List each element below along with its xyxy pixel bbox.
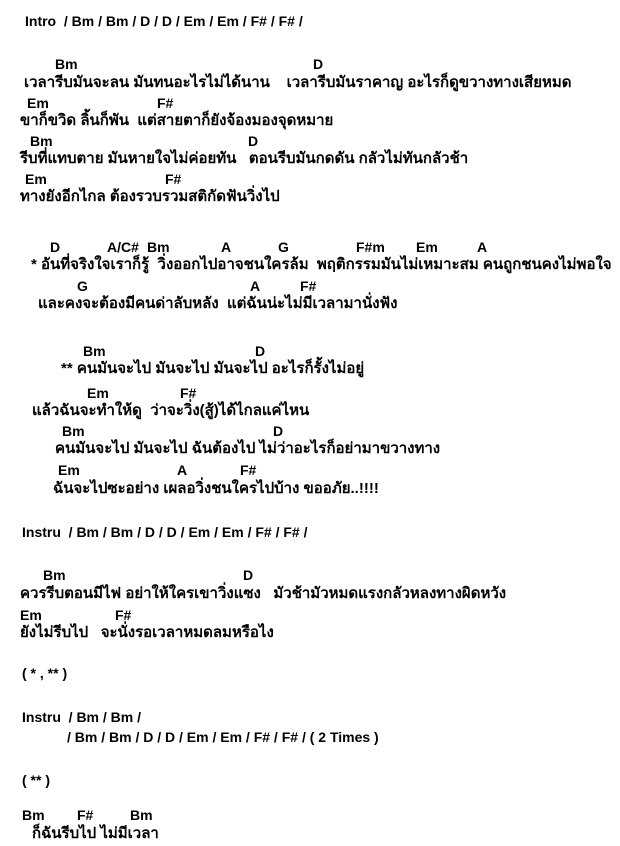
lyric-chorus-4: ฉันจะไปซะอย่าง เผลอวิ่งชนใครไปบ้าง ขออภัย..!!!! [53, 480, 379, 497]
chord-row-verse1-3 [0, 133, 620, 150]
lyric-verse1-3: รีบที่แทบตาย มันหายใจไม่ค่อยทัน ตอนรีบมันกดดัน กลัวไม่ทันกลัวช้า [20, 150, 469, 167]
chord-row-verse2-2 [0, 607, 620, 624]
chord-symbol-d: D [50, 239, 61, 255]
chord-symbol-d: D [248, 133, 259, 149]
chord-symbol-d: D [243, 567, 254, 583]
chord-symbol-a: A [177, 462, 188, 478]
chord-row-verse1-1 [0, 56, 620, 73]
chord-row-chorus-2 [0, 385, 620, 402]
chord-symbol-bm: Bm [43, 567, 66, 583]
chord-row-chorus-4 [0, 462, 620, 479]
chord-symbol-bm: Bm [22, 807, 45, 823]
lyric-star-1: * อันที่จริงใจเราก็รู้ วิ่งออกไปอาจชนใครล้ม พฤติกรรมมันไม่เหมาะสม คนถูกชนคงไม่พอใจ [31, 256, 612, 273]
repeat-marker-2: ( ** ) [22, 772, 50, 788]
chord-symbol-bm: Bm [55, 56, 78, 72]
instru-line-2b: / Bm / Bm / D / D / Em / Em / F# / F# / ( 2 Times ) [67, 729, 379, 745]
chord-symbol-a: A [250, 278, 261, 294]
chord-symbol-f: F# [77, 807, 94, 823]
lyric-outro: ก็ฉันรีบไป ไม่มีเวลา [32, 825, 159, 842]
chord-symbol-a: A [477, 239, 488, 255]
chord-symbol-bm: Bm [83, 343, 106, 359]
lyric-chorus-2: แล้วฉันจะทำให้ดู ว่าจะวิ่ง(สู้)ได้ไกลแค่ไหน [32, 402, 310, 419]
chord-row-star-1 [0, 239, 620, 256]
intro-line: Intro / Bm / Bm / D / D / Em / Em / F# / F# / [25, 13, 303, 29]
chord-row-star-2 [0, 278, 620, 295]
chord-row-verse1-2 [0, 95, 620, 112]
chord-row-chorus-3 [0, 423, 620, 440]
lyric-verse1-4: ทางยังอีกไกล ต้องรวบรวมสติกัดฟันวิ่งไป [20, 188, 280, 205]
chord-symbol-a: A [221, 239, 232, 255]
chord-symbol-bm: Bm [30, 133, 53, 149]
lyric-chorus-3: คนมันจะไป มันจะไป ฉันต้องไป ไม่ว่าอะไรก็อย่ามาขวางทาง [55, 440, 441, 457]
chord-symbol-f: F# [165, 171, 182, 187]
lyric-chorus-1: ** คนมันจะไป มันจะไป มันจะไป อะไรก็รั้งไม่อยู่ [61, 360, 365, 377]
lyric-verse2-1: ควรรีบตอนมีไฟ อย่าให้ใครเขาวิ่งแซง มัวช้ามัวหมดแรงกลัวหลงทางผิดหวัง [20, 585, 507, 602]
chord-symbol-em: Em [58, 462, 80, 478]
instru-line-1: Instru / Bm / Bm / D / D / Em / Em / F# / F# / [22, 524, 308, 540]
lyric-verse2-2: ยังไม่รีบไป จะนั่งรอเวลาหมดลมหรือไง [20, 624, 274, 641]
chord-symbol-em: Em [20, 607, 42, 623]
chord-symbol-f: F# [157, 95, 174, 111]
chord-symbol-d: D [273, 423, 284, 439]
chord-symbol-bm: Bm [62, 423, 85, 439]
chord-symbol-em: Em [25, 171, 47, 187]
chord-row-outro [0, 807, 620, 824]
chord-symbol-em: Em [27, 95, 49, 111]
chord-row-verse1-4 [0, 171, 620, 188]
chord-symbol-fm: F#m [356, 239, 385, 255]
chord-symbol-g: G [77, 278, 88, 294]
chord-symbol-f: F# [240, 462, 257, 478]
lyric-star-2: และคงจะต้องมีคนด่าลับหลัง แต่ฉันน่ะไม่มีเวลามานั่งฟัง [38, 295, 398, 312]
chord-row-chorus-1 [0, 343, 620, 360]
repeat-marker-1: ( * , ** ) [22, 665, 68, 681]
chord-symbol-em: Em [87, 385, 109, 401]
chord-symbol-d: D [313, 56, 324, 72]
chord-symbol-bm: Bm [147, 239, 170, 255]
chord-symbol-bm: Bm [130, 807, 153, 823]
lyric-verse1-1: เวลารีบมันจะลน มันทนอะไรไม่ได้นาน เวลารีบมันราคาญ อะไรก็ดูขวางทางเสียหมด [24, 74, 572, 91]
chord-symbol-d: D [255, 343, 266, 359]
chord-row-verse2-1 [0, 567, 620, 584]
lyric-verse1-2: ขาก็ขวิด ลิ้นก็พัน แต่สายตาก็ยังจ้องมองจุดหมาย [20, 112, 334, 129]
chord-symbol-f: F# [300, 278, 317, 294]
instru-line-2a: Instru / Bm / Bm / [22, 709, 142, 725]
chord-symbol-ac: A/C# [107, 239, 139, 255]
chord-symbol-em: Em [416, 239, 438, 255]
chord-symbol-f: F# [180, 385, 197, 401]
chord-symbol-f: F# [115, 607, 132, 623]
chord-symbol-g: G [278, 239, 289, 255]
